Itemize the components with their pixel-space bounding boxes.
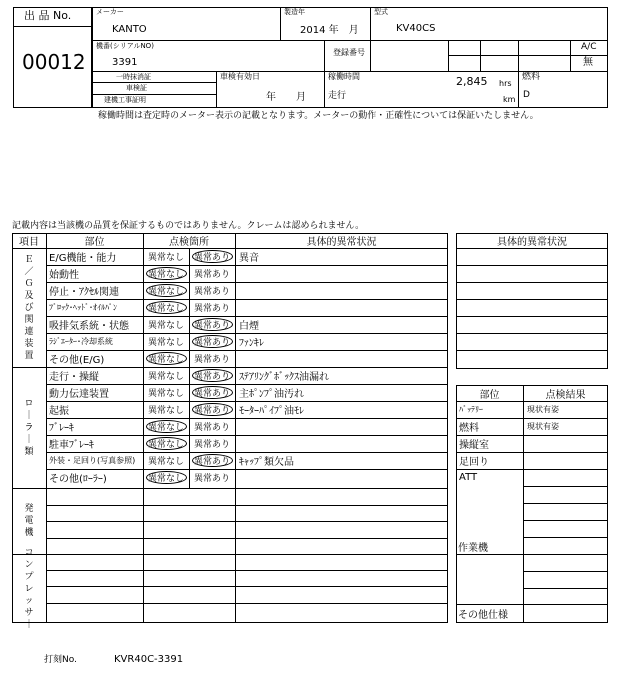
group-label-char: ｜ xyxy=(24,619,34,630)
status-circle xyxy=(192,318,233,331)
status-ng: 異常あり xyxy=(193,287,230,297)
group-label-char: コ xyxy=(24,547,34,558)
result-part: 足回り xyxy=(459,457,489,468)
status-ok: 異常なし xyxy=(147,423,184,433)
fuel-value: D xyxy=(523,90,530,100)
group-label-char: 装 xyxy=(24,338,34,349)
row-part: 始動性 xyxy=(49,270,79,281)
serial-label: 機番(シリアルNO) xyxy=(96,42,154,50)
row-part: 起振 xyxy=(49,406,69,417)
status-circle xyxy=(146,284,187,297)
group-label-char: Ｇ xyxy=(24,278,34,289)
row-part: 吸排気系統・状態 xyxy=(49,321,129,332)
group-label-char: 電 xyxy=(24,516,34,526)
work-machine-label: 作業機 xyxy=(458,542,488,554)
group-label-char: ン xyxy=(24,559,34,570)
row-part: 走行・操縦 xyxy=(49,372,99,383)
meter-note: 稼働時間は査定時のメーター表示の記載となります。メーターの動作・正確性については保証いたしません。 xyxy=(98,111,539,121)
row-detail: 白煙 xyxy=(239,321,259,332)
group-label-char: 連 xyxy=(24,326,34,337)
status-ng: 異常あり xyxy=(193,372,230,382)
row-detail: ｽﾃｱﾘﾝｸﾞﾎﾞｯｸｽ油漏れ xyxy=(239,372,329,383)
row-part: 外装・足回り(写真参照) xyxy=(49,456,136,465)
row-detail xyxy=(239,435,444,452)
group-label-char: Ｅ xyxy=(24,254,34,265)
status-ok: 異常なし xyxy=(147,321,184,331)
status-circle xyxy=(146,420,187,433)
status-ng: 異常あり xyxy=(193,474,230,484)
row-detail xyxy=(239,282,444,299)
hours-label: 稼働時間 xyxy=(328,72,360,81)
group-label-char: 及 xyxy=(24,290,34,301)
group-label-char: ッ xyxy=(24,595,34,606)
row-detail: ﾓｰﾀｰﾊﾟｲﾌﾟ油ﾓﾚ xyxy=(239,406,304,417)
row-part: ﾗｼﾞｴｰﾀｰ･冷却系統 xyxy=(49,337,113,346)
status-ng: 異常あり xyxy=(193,304,230,314)
row-detail xyxy=(239,265,444,282)
status-circle xyxy=(192,250,233,263)
group-label-char: ｜ xyxy=(24,434,34,445)
status-ng: 異常あり xyxy=(193,321,230,331)
row-detail xyxy=(239,299,444,316)
ac-label: A/C xyxy=(581,42,597,52)
inspection-label: 車検有効日 xyxy=(220,72,260,81)
fuel-label: 燃料 xyxy=(522,72,541,82)
row-part: ﾌﾞﾚｰｷ xyxy=(49,423,74,434)
status-ng: 異常あり xyxy=(193,253,230,263)
row-part: 停止・ｱｸｾﾙ関連 xyxy=(49,287,119,298)
status-ok: 異常なし xyxy=(147,270,184,280)
status-circle xyxy=(192,335,233,348)
group-label-char: 発 xyxy=(24,504,34,514)
row-detail: 異音 xyxy=(239,253,259,264)
model-value: KV40CS xyxy=(396,23,436,34)
group-label-char: ラ xyxy=(24,422,34,433)
status-ok: 異常なし xyxy=(147,440,184,450)
row-detail xyxy=(239,350,444,367)
group-label-char: 機 xyxy=(24,528,34,538)
row-part: ﾌﾞﾛｯｸ･ﾍｯﾄﾞ･ｵｲﾙﾊﾟﾝ xyxy=(49,303,117,312)
hours-value: 2,845 xyxy=(456,75,488,88)
status-circle xyxy=(192,369,233,382)
row-part: その他(ﾛｰﾗｰ) xyxy=(49,474,107,485)
status-ok: 異常なし xyxy=(147,355,184,365)
status-ok: 異常なし xyxy=(147,253,184,263)
result-value xyxy=(527,435,607,452)
row-detail: ﾌｧﾝｷﾚ xyxy=(239,338,264,349)
header-part: 部位 xyxy=(84,237,105,248)
group-label-char: 関 xyxy=(24,314,34,325)
status-ng: 異常あり xyxy=(193,338,230,348)
stamp-value: KVR40C-3391 xyxy=(114,654,184,665)
maker-value: KANTO xyxy=(112,24,147,35)
status-circle xyxy=(146,267,187,280)
other-spec-label: その他仕様 xyxy=(458,609,508,621)
result-value: 現状有姿 xyxy=(527,405,559,414)
status-ng: 異常あり xyxy=(193,355,230,365)
registration-label: 登録番号 xyxy=(333,48,365,57)
temp-cert-label: 一時抹消証 xyxy=(116,73,151,81)
row-part: 動力伝達装置 xyxy=(49,389,109,400)
group-label xyxy=(22,547,36,631)
model-label: 型式 xyxy=(374,8,388,16)
status-ok: 異常なし xyxy=(147,457,184,467)
status-ng: 異常あり xyxy=(193,423,230,433)
status-ng: 異常あり xyxy=(193,406,230,416)
status-ok: 異常なし xyxy=(147,389,184,399)
status-circle xyxy=(192,454,233,467)
exhibit-no-label: 出 品 No. xyxy=(24,9,72,22)
vehicle-cert-label: 車検証 xyxy=(126,84,147,92)
right-detail-header: 具体的異常状況 xyxy=(497,237,567,248)
status-circle xyxy=(146,352,187,365)
result-value: 現状有姿 xyxy=(527,422,559,431)
row-part: E/G機能・能力 xyxy=(49,253,117,264)
status-ng: 異常あり xyxy=(193,440,230,450)
row-part: その他(E/G) xyxy=(49,355,105,366)
status-ok: 異常なし xyxy=(147,338,184,348)
result-part: 操縦室 xyxy=(459,440,489,451)
hours-unit: hrs xyxy=(499,79,512,88)
status-ng: 異常あり xyxy=(193,270,230,280)
result-value xyxy=(527,452,607,469)
result-header-part: 部位 xyxy=(479,389,500,401)
group-label-char: 類 xyxy=(24,446,34,457)
result-header-result: 点検結果 xyxy=(545,389,586,401)
status-circle xyxy=(146,437,187,450)
year-label: 製造年 xyxy=(284,8,305,16)
status-ok: 異常なし xyxy=(147,287,184,297)
maker-label: メーカー xyxy=(96,8,124,16)
status-circle xyxy=(146,471,187,484)
km-unit: km xyxy=(503,95,516,104)
row-detail xyxy=(239,469,444,486)
year-value: 2014 年 月 xyxy=(300,25,359,36)
group-label-char: サ xyxy=(24,607,34,618)
group-label-char: プ xyxy=(24,571,34,582)
exhibit-no: 00012 xyxy=(22,50,86,74)
heavy-cert-label: 建機工事証明 xyxy=(104,96,146,104)
row-detail xyxy=(239,418,444,435)
group-label xyxy=(22,503,36,539)
result-value xyxy=(527,469,607,486)
row-detail: 主ﾎﾟﾝﾌﾟ油汚れ xyxy=(239,389,304,400)
group-label xyxy=(22,254,36,362)
row-part: 駐車ﾌﾞﾚｰｷ xyxy=(49,440,94,451)
group-label-char: 置 xyxy=(24,350,34,361)
status-ok: 異常なし xyxy=(147,372,184,382)
header-item: 項目 xyxy=(19,237,39,248)
group-label xyxy=(22,398,36,458)
stamp-label: 打刻No. xyxy=(44,655,77,665)
row-detail: ｷｬｯﾌﾟ類欠品 xyxy=(239,457,294,468)
status-ng: 異常あり xyxy=(193,389,230,399)
header-check: 点検箇所 xyxy=(169,237,209,248)
travel-label: 走行 xyxy=(328,91,347,101)
status-circle xyxy=(192,403,233,416)
ac-value: 無 xyxy=(583,57,593,68)
result-part: ﾊﾞｯﾃﾘｰ xyxy=(459,405,483,414)
group-label-char: び xyxy=(24,302,34,313)
status-ok: 異常なし xyxy=(147,304,184,314)
serial-value: 3391 xyxy=(112,57,138,68)
group-label-char: ｜ xyxy=(24,410,34,421)
result-part: ATT xyxy=(459,472,478,483)
disclaimer: 記載内容は当該機の品質を保証するものではありません。クレームは認められません。 xyxy=(12,221,365,231)
status-circle xyxy=(192,386,233,399)
result-part: 燃料 xyxy=(459,423,479,434)
status-ng: 異常あり xyxy=(193,457,230,467)
group-label-char: ／ xyxy=(24,266,34,277)
header-frame xyxy=(92,7,608,108)
group-label-char: ロ xyxy=(24,398,34,409)
group-label-char: レ xyxy=(24,583,34,594)
status-ok: 異常なし xyxy=(147,474,184,484)
header-detail: 具体的異常状況 xyxy=(306,237,377,248)
status-circle xyxy=(146,301,187,314)
status-ok: 異常なし xyxy=(147,406,184,416)
inspection-value: 年 月 xyxy=(266,92,306,103)
